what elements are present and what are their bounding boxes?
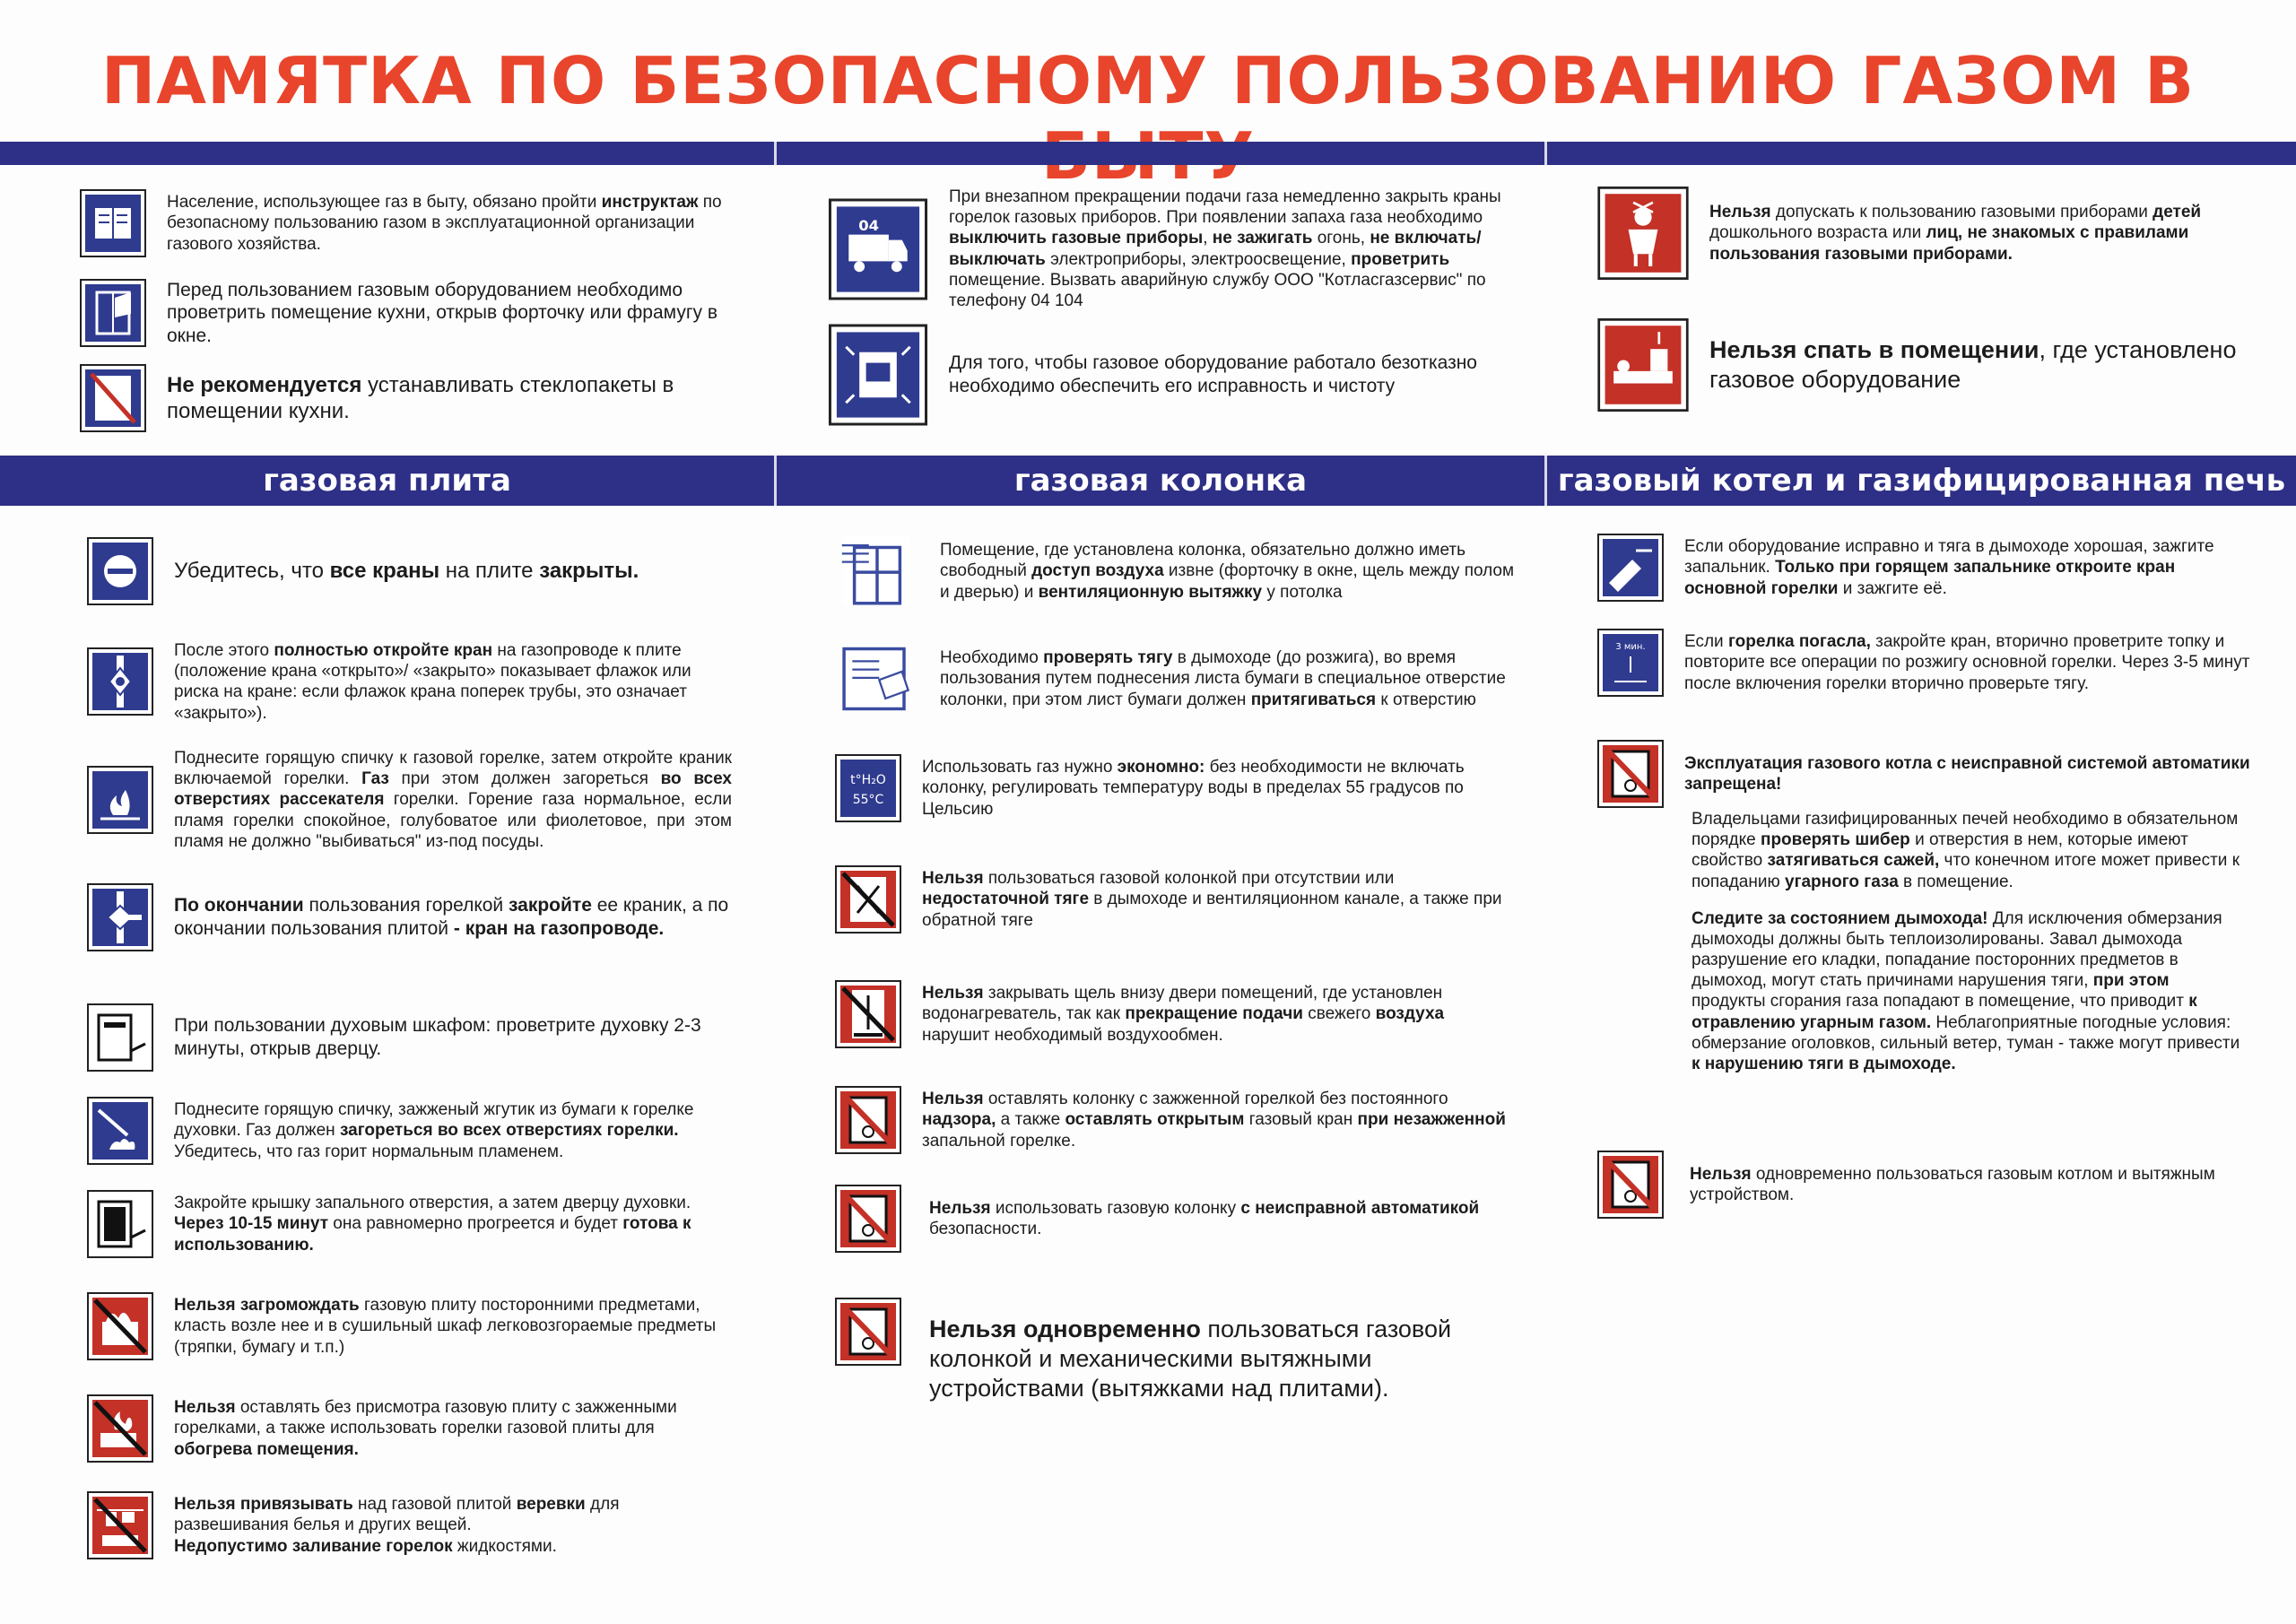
svg-text:55°C: 55°C [852, 793, 884, 807]
match-burner-icon [86, 765, 154, 835]
oven-door-icon [86, 1189, 154, 1259]
no-faulty-boiler-icon [1596, 739, 1665, 809]
no-sleeping-icon [1596, 316, 1690, 414]
gas-pipe-valve-icon [86, 647, 154, 716]
heater-row-6: Нельзя оставлять колонку с зажженной горелкой без постоянного надзора, а также оставлять открытым газовый кран при незажженной запальной горелке. [834, 1085, 1516, 1155]
no-unattended-heater-icon [834, 1085, 902, 1155]
stove-row-10: Нельзя привязывать над газовой плитой веревки для развешивания белья и других вещей. Недопустимо заливание горелок жидкостями. [86, 1490, 732, 1560]
no-boiler-hood-icon [1596, 1150, 1665, 1220]
general-row-no-sealed-windows: Не рекомендуется устанавливать стеклопакеты в помещении кухни. [79, 363, 752, 433]
general-row-no-children: Нельзя допускать к пользованию газовыми приборами детей дошкольного возраста или лиц, не знакомых с правилами пользования газовыми приборами. [1596, 184, 2260, 282]
no-laundry-icon [86, 1490, 154, 1560]
stove-row-1: Убедитесь, что все краны на плите закрыты. [86, 536, 732, 606]
oven-ignite-icon [86, 1096, 154, 1166]
boiler-paragraph-chimney: Следите за состоянием дымохода! Для исключения обмерзания дымоходы должны быть теплоизолированы. Завал дымохода разрушение его кладки, попадание посторонних предметов в дымоход, могут стать причинами нарушения тяги, при этом продукты сгорания газа попадают в помещение, что приводит к отравлению угарным газом. Неблагоприятные погодные условия: обмерзание оголовков, сильный ветер, туман - также могут привести к нарушению тяги в дымоходе. [1692, 908, 2240, 1073]
heater-row-4: Нельзя пользоваться газовой колонкой при отсутствии или недостаточной тяге в дымоходе и вентиляционном канале, а также при обратной тяге [834, 864, 1516, 934]
general-row-serviceable: Для того, чтобы газовое оборудование работало безотказно необходимо обеспечить его исправность и чистоту [827, 323, 1518, 427]
water-temperature-icon [834, 753, 902, 823]
boiler-paragraph-damper: Владельцами газифицированных печей необходимо в обязательном порядке проверять шибер и отверстия в нем, которые имеют свойство затягиваться сажей, что конечном итоге может привести к попаданию угарного газа в помещение. [1692, 810, 2240, 891]
no-faulty-automation-icon [834, 1184, 902, 1254]
close-valve-icon [86, 882, 154, 952]
stove-row-9: Нельзя оставлять без присмотра газовую плиту с зажженными горелками, а также использовать горелки газовой плиты для обогрева помещения. [86, 1394, 732, 1463]
heater-row-3: t°H₂O 55°C Использовать газ нужно экономно: без необходимости не включать колонку, регулировать температуру воды в пределах 55 градусов по Цельсию [834, 753, 1516, 823]
instruction-book-icon [79, 188, 147, 258]
section-title-stove: газовая плита [263, 463, 511, 499]
page-title: ПАМЯТКА ПО БЕЗОПАСНОМУ ПОЛЬЗОВАНИЮ ГАЗОМ В [100, 43, 2196, 118]
heater-row-7: Нельзя использовать газовую колонку с неисправной автоматикой безопасности. [834, 1184, 1516, 1254]
stove-row-4: По окончании пользования горелкой закройте ее краник, а по окончании пользования плитой - кран на газопроводе. [86, 882, 732, 952]
boiler-row-5: Нельзя одновременно пользоваться газовым котлом и вытяжным устройством. [1596, 1150, 2260, 1220]
svg-text:3 мин.: 3 мин. [1615, 642, 1646, 652]
boiler-row-3: Эксплуатация газового котла с неисправной системой автоматики запрещена! [1596, 739, 2260, 809]
emergency-truck-04-icon [827, 197, 929, 301]
svg-text:04: 04 [858, 216, 879, 234]
section-band [0, 456, 2296, 506]
general-row-instruction: Население, использующее газ в быту, обязано пройти инструктаж по безопасному пользованию газом в эксплуатационной организации газового хозяйства. [79, 188, 725, 258]
boiler-stove-chimney-text [1692, 809, 2248, 1083]
no-draft-icon [834, 864, 902, 934]
stove-row-7: Закройте крышку запального отверстия, а затем дверцу духовки. Через 10-15 минут она равномерно прогреется и будет готова к использованию. [86, 1189, 732, 1259]
no-children-icon [1596, 184, 1690, 282]
boiler-pilot-icon [1596, 533, 1665, 603]
boiler-row-1: Если оборудование исправно и тяга в дымоходе хорошая, зажгите запальник. Только при горящем запальнике откроите кран основной горелки и зажгите её. [1596, 533, 2260, 603]
closed-tap-icon [86, 536, 154, 606]
no-heating-icon [86, 1394, 154, 1463]
boiler-row-2: 3 мин. Если горелка погасла, закройте кран, вторично проветрите топку и повторите все операции по розжигу основной горелки. Через 3-5 минут после включения горелки вторично проверьте тягу. [1596, 628, 2260, 698]
no-sealed-window-icon [79, 363, 147, 433]
stove-row-8: Нельзя загромождать газовую плиту посторонними предметами, класть возле нее и в сушильный шкаф легковозгораемые предметы (тряпки, бумагу и т.п.) [86, 1291, 732, 1361]
section-title-boiler: газовый котел и газифицированная печь [1557, 463, 2286, 499]
svg-text:t°H₂O: t°H₂O [850, 773, 886, 787]
no-clutter-icon [86, 1291, 154, 1361]
open-window-icon [79, 278, 147, 348]
burner-out-icon [1596, 628, 1665, 698]
heater-row-8: Нельзя одновременно пользоваться газовой колонкой и механическими вытяжными устройствами (вытяжками над плитами). [834, 1297, 1516, 1403]
stove-row-5: При пользовании духовым шкафом: проветрите духовку 2-3 минуты, открыв дверцу. [86, 1003, 732, 1073]
heater-row-5: Нельзя закрывать щель внизу двери помещений, где установлен водонагреватель, так как прекращение подачи свежего воздуха нарушит необходимый воздухообмен. [834, 979, 1516, 1049]
no-door-gap-close-icon [834, 979, 902, 1049]
section-title-heater: газовая колонка [1013, 463, 1308, 499]
general-row-no-sleeping: Нельзя спать в помещении, где установлено газовое оборудование [1596, 316, 2260, 414]
oven-icon [86, 1003, 154, 1073]
general-row-ventilate: Перед пользованием газовым оборудованием необходимо проветрить помещение кухни, открыв форточку или фрамугу в окне. [79, 278, 752, 348]
stove-row-2: После этого полностью откройте кран на газопроводе к плите (положение крана «открыто»/ «закрыто» показывает флажок или риска на кране: если флажок крана поперек трубы, это означает «закрыто»). [86, 640, 732, 724]
heater-row-1: Помещение, где установлена колонка, обязательно должно иметь свободный доступ воздуха извне (форточку в окне, щель между полом и дверью) и вентиляционную вытяжку у потолка [834, 531, 1516, 612]
stove-row-3: Поднесите горящую спичку к газовой горелке, затем откройте краник включаемой горелки. Газ при этом должен загореться во всех отверстиях рассекателя горелки. Горение газа нормальное, если пламя горелки спокойное, голубоватое или фиолетовое, при этом пламя не должно "выбиваться" из-под посуды. [86, 748, 732, 852]
ventilation-window-icon [834, 531, 920, 612]
serviceable-stove-icon [827, 323, 929, 427]
stove-row-6: Поднесите горящую спичку, зажженый жгутик из бумаги к горелке духовки. Газ должен загореться во всех отверстиях горелки. Убедитесь, что газ горит нормальным пламенем. [86, 1096, 732, 1166]
top-band [0, 142, 2296, 165]
heater-row-2: Необходимо проверять тягу в дымоходе (до розжига), во время пользования путем поднесения листа бумаги в специальное отверстие колонки, при этом лист бумаги должен притягиваться к отверстию [834, 638, 1516, 719]
draft-check-icon [834, 638, 920, 719]
general-row-gas-stop: 04 При внезапном прекращении подачи газа немедленно закрыть краны горелок газовых приборов. При появлении запаха газа необходимо выключить газовые приборы, не зажигать огонь, не включать/выключать электроприборы, электроосвещение, проветрить помещение. Вызвать аварийную службу ООО "Котласгазсервис" по телефону 04 104 [827, 187, 1518, 311]
no-hood-simultaneous-icon [834, 1297, 902, 1367]
